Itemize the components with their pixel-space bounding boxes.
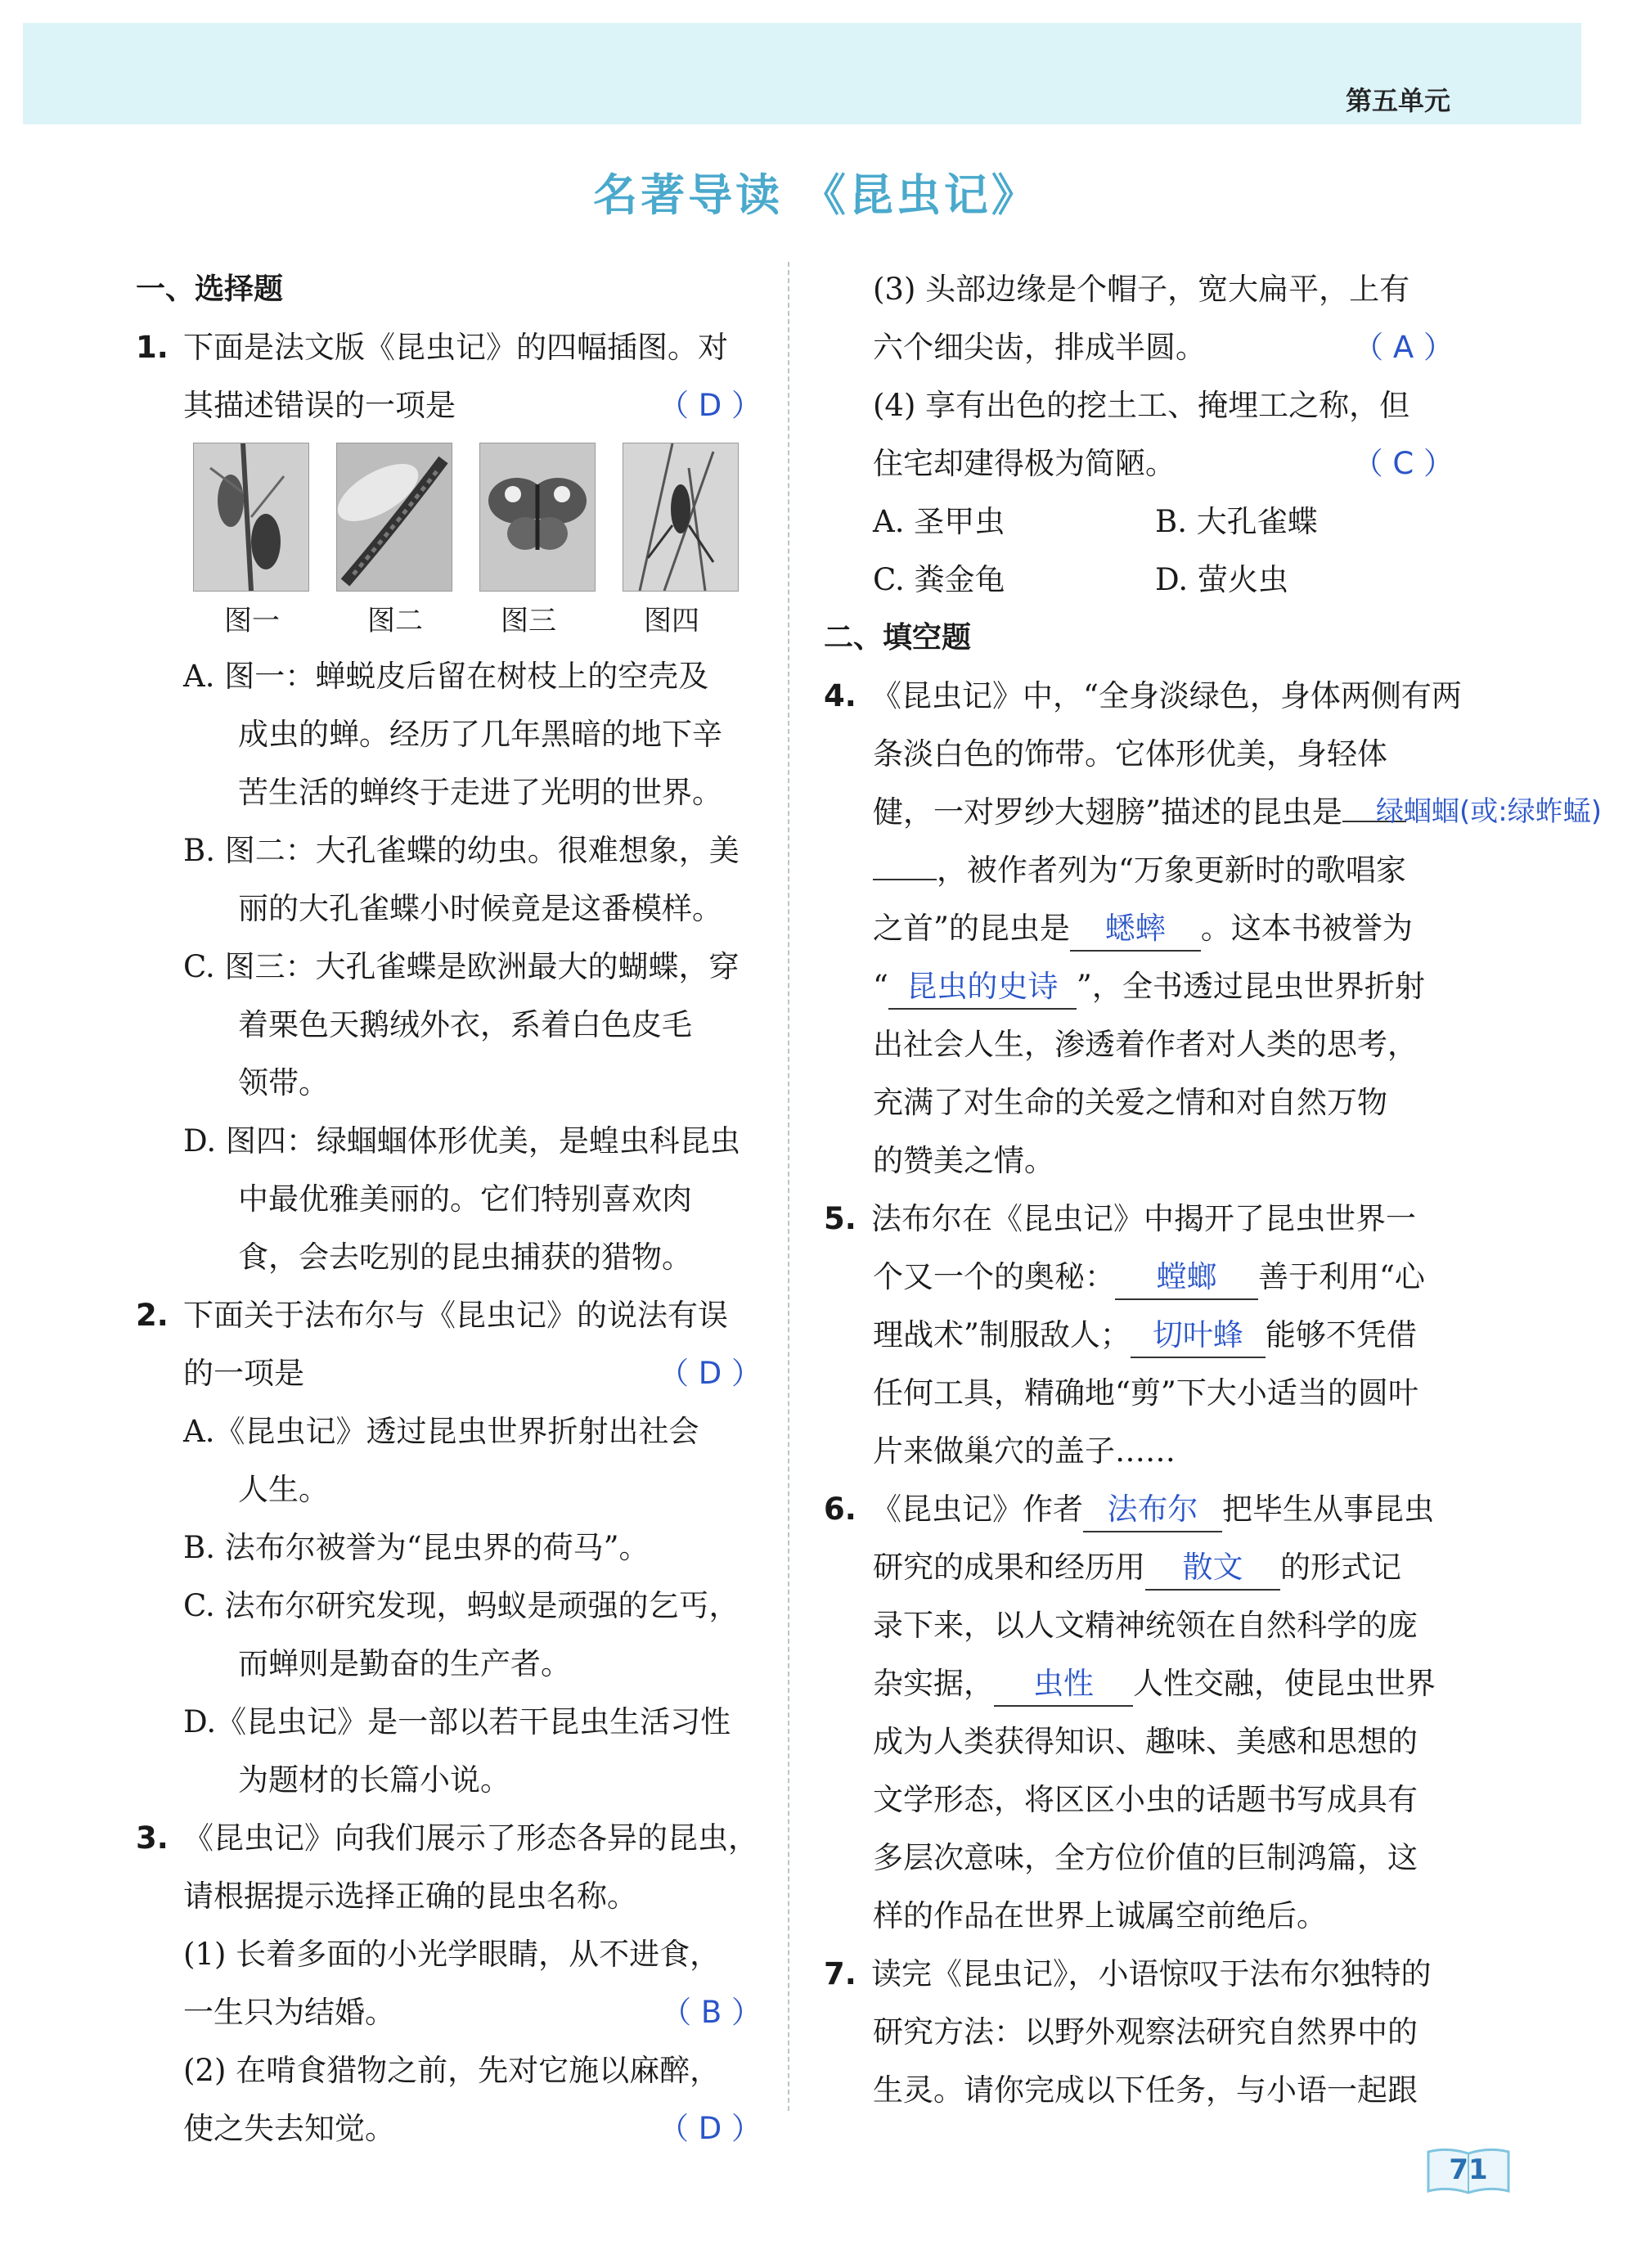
q4-answer1: 绿蝈蝈(或:绿蚱蜢) (1376, 795, 1602, 828)
q1-option-c-line3: 领带。 (238, 1065, 329, 1100)
figure-captions (136, 598, 762, 647)
q1-figures (136, 443, 762, 598)
q5-line4: 任何工具，精确地“剪”下大小适当的圆叶 (873, 1375, 1418, 1411)
q3-part2-line2: 使之失去知觉。 （ D ） (136, 2099, 762, 2158)
q2-answer: （ D ） (658, 1356, 762, 1391)
q2-number: 2. (136, 1298, 169, 1333)
q3-stem-line1: 3. 《昆虫记》向我们展示了形态各异的昆虫， (136, 1809, 762, 1867)
q4-number: 4. (824, 678, 856, 713)
q4-line6: “ 昆虫的史诗 ”，全书透过昆虫世界折射 (824, 957, 1454, 1015)
q6-answer2: 散文 (1145, 1546, 1280, 1591)
q3-options-row2 (824, 551, 1454, 609)
caption-fig2: 图二 (367, 605, 423, 637)
q1-answer: （ D ） (658, 388, 762, 423)
figure-2-caterpillar-image (336, 443, 452, 592)
q1-option-c-line1: C. 图三：大孔雀蝶是欧洲最大的蝴蝶，穿 (183, 949, 740, 984)
q6-line2: 研究的成果和经历用 散文 的形式记 (824, 1538, 1454, 1596)
q1-option-a-line2: 成虫的蝉。经历了几年黑暗的地下辛 (238, 717, 722, 752)
q3-part2-answer: （ D ） (658, 2111, 762, 2146)
q4-blank1-cont (873, 879, 937, 880)
caption-fig3: 图三 (501, 605, 556, 637)
q1-number: 1. (136, 330, 169, 365)
right-column (824, 260, 1602, 2119)
q3-options-row1 (824, 493, 1454, 551)
q5-number: 5. (824, 1201, 856, 1236)
q3-number: 3. (136, 1820, 169, 1856)
q4-line2: 条淡白色的饰带。它体形优美，身轻体 (873, 736, 1387, 772)
q3-option-c: C. 粪金龟 (873, 562, 1005, 597)
q3-part4-line1: (4) 享有出色的挖土工、掩埋工之称，但 (873, 388, 1410, 423)
q3-stem-line2: 请根据提示选择正确的昆虫名称。 (183, 1879, 637, 1914)
q1-option-a-line1: A. 图一：蝉蜕皮后留在树枝上的空壳及 (183, 659, 709, 694)
q2-option-d-line2: 为题材的长篇小说。 (238, 1762, 510, 1798)
q1-option-c-line2: 着栗色天鹅绒外衣，系着白色皮毛 (238, 1007, 692, 1042)
section-heading-fill: 二、填空题 (824, 621, 972, 655)
left-column (136, 260, 762, 2158)
q4-line9: 的赞美之情。 (873, 1143, 1054, 1178)
q5-line1: 5. 法布尔在《昆虫记》中揭开了昆虫世界一 (824, 1190, 1454, 1248)
q6-number: 6. (824, 1492, 856, 1527)
q6-line7: 多层次意味，全方位价值的巨制鸿篇，这 (873, 1840, 1418, 1875)
q1-option-d-line2: 中最优雅美丽的。它们特别喜欢肉 (238, 1181, 692, 1217)
q3-part1-line2: 一生只为结婚。 （ B ） (136, 1983, 762, 2041)
q4-line1: 4. 《昆虫记》中，“全身淡绿色，身体两侧有两 (824, 667, 1454, 725)
page-title: 名著导读 《昆虫记》 (593, 169, 1039, 221)
q6-answer1: 法布尔 (1083, 1488, 1222, 1532)
q3-part3-line1: (3) 头部边缘是个帽子，宽大扁平，上有 (873, 272, 1410, 307)
q2-option-a-line2: 人生。 (238, 1472, 329, 1507)
q3-part2-line1: (2) 在啃食猎物之前，先对它施以麻醉， (183, 2053, 721, 2088)
q2-option-a-line1: A.《昆虫记》透过昆虫世界折射出社会 (183, 1414, 699, 1449)
q5-line2: 个又一个的奥秘： 螳螂 善于利用“心 (824, 1248, 1454, 1306)
q3-option-a: A. 圣甲虫 (873, 504, 1005, 539)
q4-line8: 充满了对生命的关爱之情和对自然万物 (873, 1085, 1387, 1120)
q3-part4-line2: 住宅却建得极为简陋。 （ C ） (824, 434, 1454, 493)
unit-label: 第五单元 (1345, 85, 1450, 116)
q4-line7: 出社会人生，渗透着作者对人类的思考， (873, 1027, 1418, 1062)
q5-answer2: 切叶蜂 (1131, 1314, 1266, 1358)
q2-option-c-line1: C. 法布尔研究发现，蚂蚁是顽强的乞丐， (183, 1588, 740, 1623)
q4-line5: 之首”的昆虫是 蟋蟀 。这本书被誉为 (824, 899, 1454, 957)
section-heading-choice: 一、选择题 (136, 272, 284, 306)
q3-option-d: D. 萤火虫 (1155, 562, 1288, 597)
q2-option-d-line1: D.《昆虫记》是一部以若干昆虫生活习性 (183, 1704, 731, 1739)
caption-fig4: 图四 (644, 605, 699, 637)
caption-fig1: 图一 (224, 605, 280, 637)
q6-answer3: 虫性 (994, 1663, 1133, 1707)
q4-line4: ，被作者列为“万象更新时的歌唱家 (824, 841, 1454, 899)
q1-option-b-line2: 丽的大孔雀蝶小时候竟是这番模样。 (238, 891, 722, 926)
q3-part3-line2: 六个细尖齿，排成半圆。 （ A ） (824, 318, 1454, 376)
q6-line5: 成为人类获得知识、趣味、美感和思想的 (873, 1724, 1418, 1759)
page-number: 71 (1449, 2153, 1488, 2186)
q2-option-c-line2: 而蝉则是勤奋的生产者。 (238, 1646, 571, 1681)
q1-option-d-line3: 食，会去吃别的昆虫捕获的猎物。 (238, 1240, 692, 1275)
q6-line3: 录下来，以人文精神统领在自然科学的庞 (873, 1608, 1418, 1643)
figure-3-butterfly-image (479, 443, 596, 592)
q3-part3-answer: （ A ） (1353, 330, 1454, 365)
q4-line3: 健，一对罗纱大翅膀”描述的昆虫是 绿蝈蝈(或:绿蚱蜢) (824, 783, 1454, 841)
figure-1-cicada-image (193, 443, 309, 592)
q7-line3: 生灵。请你完成以下任务，与小语一起跟 (873, 2072, 1418, 2108)
q3-part1-answer: （ B ） (661, 1995, 762, 2030)
figure-4-grasshopper-image (623, 443, 739, 592)
q6-line4: 杂实据， 虫性 人性交融，使昆虫世界 (824, 1654, 1454, 1712)
q4-answer2: 蟋蟀 (1070, 907, 1201, 952)
q1-option-d-line1: D. 图四：绿蝈蝈体形优美，是蝗虫科昆虫 (183, 1123, 740, 1159)
column-divider (788, 262, 789, 2111)
q2-option-b-line1: B. 法布尔被誉为“昆虫界的荷马”。 (183, 1530, 650, 1565)
q3-part4-answer: （ C ） (1352, 446, 1454, 481)
q1-stem-line1: 1. 下面是法文版《昆虫记》的四幅插图。对 (136, 318, 762, 376)
q1-option-a-line3: 苦生活的蝉终于走进了光明的世界。 (238, 775, 722, 810)
q6-line6: 文学形态，将区区小虫的话题书写成具有 (873, 1782, 1418, 1817)
q7-line2: 研究方法：以野外观察法研究自然界中的 (873, 2014, 1418, 2050)
q4-answer3: 昆虫的史诗 (888, 965, 1077, 1010)
q6-line8: 样的作品在世界上诚属空前绝后。 (873, 1898, 1327, 1933)
q2-stem-line2: 的一项是 （ D ） (136, 1344, 762, 1402)
q2-stem-line1: 2. 下面关于法布尔与《昆虫记》的说法有误 (136, 1286, 762, 1344)
q1-option-b-line1: B. 图二：大孔雀蝶的幼虫。很难想象，美 (183, 833, 740, 868)
q3-option-b: B. 大孔雀蝶 (1155, 504, 1318, 539)
q1-stem-line2: 其描述错误的一项是 （ D ） (136, 376, 762, 434)
q5-line5: 片来做巢穴的盖子…… (873, 1433, 1176, 1469)
q5-line3: 理战术”制服敌人； 切叶蜂 能够不凭借 (824, 1306, 1454, 1364)
q5-answer1: 螳螂 (1115, 1256, 1258, 1300)
q3-part1-line1: (1) 长着多面的小光学眼睛，从不进食， (183, 1937, 721, 1972)
q7-line1: 7. 读完《昆虫记》，小语惊叹于法布尔独特的 (824, 1945, 1454, 2003)
q7-number: 7. (824, 1956, 856, 1991)
q6-line1: 6. 《昆虫记》作者 法布尔 把毕生从事昆虫 (824, 1480, 1454, 1538)
